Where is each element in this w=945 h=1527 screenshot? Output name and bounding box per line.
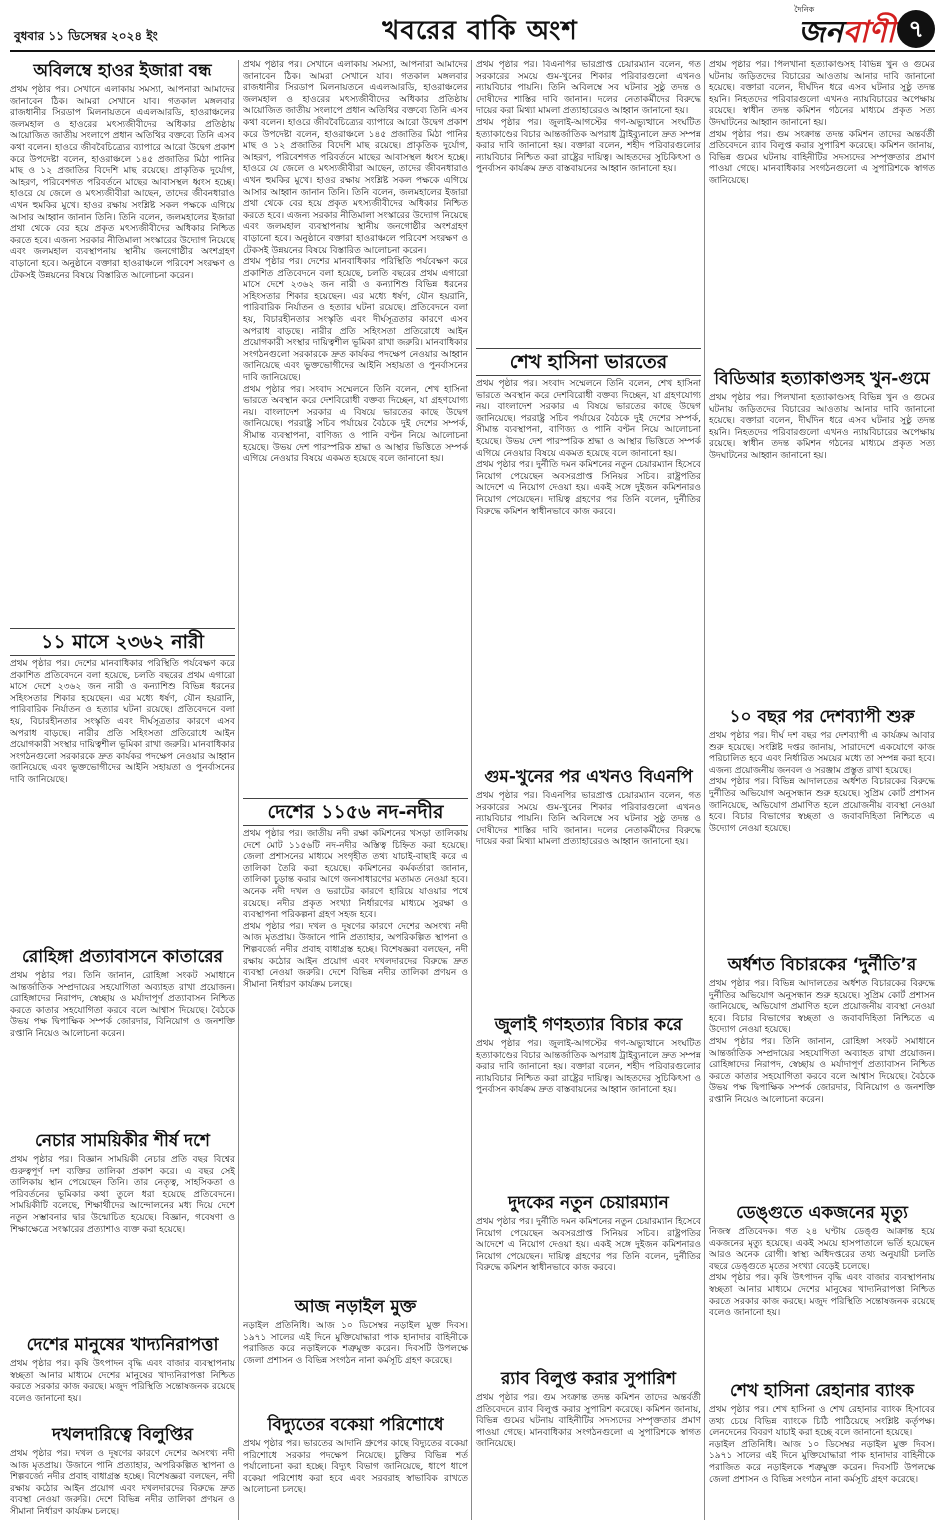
article-headline: জুলাই গণহত্যার বিচার করে: [494, 1015, 683, 1035]
article: [476, 1192, 701, 1360]
article: [709, 954, 935, 1194]
logo-tagline: দৈনিক: [794, 5, 815, 14]
article-headline: বিদ্যুতের বকেয়া পরিশোধে: [267, 1415, 444, 1435]
article-body: প্রথম পৃষ্ঠার পর। দীর্ঘ দশ বছর পর দেশব্যাপী এ কার্যক্রম আবার শুরু হয়েছে। সংশ্লিষ্ট দপ্তর জানায়, সারাদেশে একযোগে কাজ পরিচালিত হবে এবং নির্ধারিত সময়ের মধ্যে তা সম্পন্ন করা হবে। এজন্য প্রয়োজনীয় জনবল ও সরঞ্জাম প্রস্তুত রাখা হয়েছে।: [709, 731, 935, 776]
article-body: প্রথম পৃষ্ঠার পর। সংবাদ সম্মেলনে তিনি বলেন, শেখ হাসিনা ভারতে অবস্থান করে দেশবিরোধী বক্তব্য দিচ্ছেন, যা গ্রহণযোগ্য নয়। বাংলাদেশ সরকার এ বিষয়ে ভারতের কাছে উদ্বেগ জানিয়েছে। পররাষ্ট্র সচিব পর্যায়ের বৈঠকে দুই দেশের সম্পর্ক, সীমান্ত ব্যবস্থাপনা, বাণিজ্য ও পানি বণ্টন নিয়ে আলোচনা হয়েছে। উভয় দেশ পারস্পরিক শ্রদ্ধা ও আস্থার ভিত্তিতে সম্পর্ক এগিয়ে নেওয়ার বিষয়ে একমত হয়েছে বলে জানানো হয়।: [476, 379, 701, 459]
article-headline: গুম-খুনের পর এখনও বিএনপি: [484, 767, 693, 787]
article-body: প্রথম পৃষ্ঠার পর। ভারতের আদানি গ্রুপের কাছে বিদ্যুতের বকেয়া পরিশোধে সরকার পদক্ষেপ নিয়েছে। চুক্তির বিভিন্ন শর্ত পর্যালোচনা করা হচ্ছে। বিদ্যুৎ বিভাগ জানিয়েছে, ধাপে ধাপে বকেয়া পরিশোধ করা হবে এবং সরবরাহ স্বাভাবিক রাখতে আলোচনা চলছে।: [243, 1439, 468, 1496]
article-headline: আজ নড়াইল মুক্ত: [294, 1297, 417, 1317]
article-body-continued: প্রথম পৃষ্ঠার পর। গুম সংক্রান্ত তদন্ত কমিশন তাদের অন্তর্বর্তী প্রতিবেদনে র‌্যাব বিলুপ্ত করার সুপারিশ করেছে। কমিশন জানায়, বিভিন্ন গুমের ঘটনায় বাহিনীটির সদস্যদের সম্পৃক্ততার প্রমাণ পাওয়া গেছে। মানবাধিকার সংগঠনগুলো এ সুপারিশকে স্বাগত জানিয়েছে।: [709, 129, 935, 186]
article-headline: ডেঙ্গুতে একজনের মৃত্যু: [736, 1203, 908, 1223]
article-body: নড়াইল প্রতিনিধি। আজ ১০ ডিসেম্বর নড়াইল মুক্ত দিবস। ১৯৭১ সালের এই দিনে মুক্তিযোদ্ধারা পাক হানাদার বাহিনীকে পরাজিত করে নড়াইলকে শত্রুমুক্ত করেন। দিবসটি উপলক্ষে জেলা প্রশাসন ও বিভিন্ন সংগঠন নানা কর্মসূচি গ্রহণ করেছে।: [243, 1321, 468, 1366]
issue-date: বুধবার ১১ ডিসেম্বর ২০২৪ ইং: [14, 29, 158, 43]
article-body: প্রথম পৃষ্ঠার পর। দেশের মানবাধিকার পরিস্থিতি পর্যবেক্ষণ করে প্রকাশিত প্রতিবেদনে বলা হয়েছে, চলতি বছরের প্রথম এগারো মাসে দেশে ২৩৬২ জন নারী ও কন্যাশিশু বিভিন্ন ধরনের সহিংসতার শিকার হয়েছেন। এর মধ্যে ধর্ষণ, যৌন হয়রানি, পারিবারিক নির্যাতন ও হত্যার ঘটনা রয়েছে। প্রতিবেদনে বলা হয়, বিচারহীনতার সংস্কৃতি এবং দীর্ঘসূত্রতার কারণে এসব অপরাধ বাড়ছে। নারীর প্রতি সহিংসতা প্রতিরোধে আইন প্রয়োগকারী সংস্থার দায়িত্বশীল ভূমিকা রাখা জরুরি। মানবাধিকার সংগঠনগুলো সরকারকে দ্রুত কার্যকর পদক্ষেপ নেওয়ার আহ্বান জানিয়েছে এবং ভুক্তভোগীদের আইনি সহায়তা ও পুনর্বাসনের দাবি জানিয়েছে।: [10, 659, 235, 785]
article-body: প্রথম পৃষ্ঠার পর। পিলখানা হত্যাকাণ্ডসহ বিভিন্ন খুন ও গুমের ঘটনায় জড়িতদের বিচারের আওতায় আনার দাবি জানানো হয়েছে। বক্তারা বলেন, দীর্ঘদিন ধরে এসব ঘটনার সুষ্ঠু তদন্ত হয়নি। নিহতদের পরিবারগুলো এখনও ন্যায়বিচারের অপেক্ষায় রয়েছে। স্বাধীন তদন্ত কমিশন গঠনের মাধ্যমে প্রকৃত সত্য উদঘাটনের আহ্বান জানানো হয়।: [709, 393, 935, 461]
article-headline: অর্ধশত বিচারকের ‘দুর্নীতি’র: [727, 955, 917, 975]
article-headline: দখলদারিত্বে বিলুপ্তির: [52, 1425, 193, 1445]
article-body-continued: প্রথম পৃষ্ঠার পর। দেশের মানবাধিকার পরিস্থিতি পর্যবেক্ষণ করে প্রকাশিত প্রতিবেদনে বলা হয়েছে, চলতি বছরের প্রথম এগারো মাসে দেশে ২৩৬২ জন নারী ও কন্যাশিশু বিভিন্ন ধরনের সহিংসতার শিকার হয়েছেন। এর মধ্যে ধর্ষণ, যৌন হয়রানি, পারিবারিক নির্যাতন ও হত্যার ঘটনা রয়েছে। প্রতিবেদনে বলা হয়, বিচারহীনতার সংস্কৃতি এবং দীর্ঘসূত্রতার কারণে এসব অপরাধ বাড়ছে। নারীর প্রতি সহিংসতা প্রতিরোধে আইন প্রয়োগকারী সংস্থার দায়িত্বশীল ভূমিকা রাখা জরুরি। মানবাধিকার সংগঠনগুলো সরকারকে দ্রুত কার্যকর পদক্ষেপ নেওয়ার আহ্বান জানিয়েছে এবং ভুক্তভোগীদের আইনি সহায়তা ও পুনর্বাসনের দাবি জানিয়েছে।: [243, 257, 468, 384]
article-body: প্রথম পৃষ্ঠার পর। সেখানে এলাকায় সমস্যা, আপনারা আমাদের জানাবেন ঠিক। আমরা সেখানে যাব। গতকাল মঙ্গলবার রাজধানীর সিরডাপ মিলনায়তনে এএলআরডি, হাওরাঞ্চলের জলমহাল ও হাওরের মৎস্যজীবীদের অধিকার প্রতিষ্ঠায় আয়োজিত জাতীয় সংলাপে প্রধান অতিথির বক্তব্যে তিনি এসব কথা বলেন। হাওরে জীববৈচিত্র্যের ব্যাপারে আরো উদ্বেগ প্রকাশ করে উপদেষ্টা বলেন, হাওরাঞ্চলে ১৪৫ প্রজাতির মিঠা পানির মাছ ও ১২ প্রজাতির বিদেশি মাছ রয়েছে। প্রাকৃতিক দুর্যোগ, আহরণ, পরিবেশগত পরিবর্তনে মাছের আবাসস্থল ধ্বংস হচ্ছে। হাওরে যে জেলে ও মৎস্যজীবীরা আছেন, তাদের জীবনধারাও এখন হুমকির মুখে। হাওর রক্ষায় সংশ্লিষ্ট সকল পক্ষকে এগিয়ে আসার আহ্বান জানান তিনি। তিনি বলেন, জলমহালের ইজারা প্রথা থেকে বের হয়ে প্রকৃত মৎস্যজীবীদের অধিকার নিশ্চিত করতে হবে। এজন্য সরকার নীতিমালা সংস্কারের উদ্যোগ নিয়েছে এবং জলমহাল ব্যবস্থাপনায় স্থানীয় জনগোষ্ঠীর অংশগ্রহণ বাড়ানো হবে। অনুষ্ঠানে বক্তারা হাওরাঞ্চলে পরিবেশ সংরক্ষণ ও টেকসই উন্নয়নের বিষয়ে বিস্তারিত আলোচনা করেন।: [10, 85, 235, 281]
article-body: নিজস্ব প্রতিবেদক। গত ২৪ ঘণ্টায় ডেঙ্গু আক্রান্ত হয়ে একজনের মৃত্যু হয়েছে। একই সময়ে হাসপাতালে ভর্তি হয়েছেন আরও অনেক রোগী। স্বাস্থ্য অধিদপ্তরের তথ্য অনুযায়ী চলতি বছরে ডেঙ্গুতে মৃতের সংখ্যা বেড়েই চলেছে।: [709, 1227, 935, 1272]
article-body: প্রথম পৃষ্ঠার পর। পিলখানা হত্যাকাণ্ডসহ বিভিন্ন খুন ও গুমের ঘটনায় জড়িতদের বিচারের আওতায় আনার দাবি জানানো হয়েছে। বক্তারা বলেন, দীর্ঘদিন ধরে এসব ঘটনার সুষ্ঠু তদন্ত হয়নি। নিহতদের পরিবারগুলো এখনও ন্যায়বিচারের অপেক্ষায় রয়েছে। স্বাধীন তদন্ত কমিশন গঠনের মাধ্যমে প্রকৃত সত্য উদঘাটনের আহ্বান জানানো হয়।: [709, 60, 935, 128]
article: [476, 1014, 701, 1184]
newspaper-logo: [794, 5, 895, 59]
article-body-continued: নড়াইল প্রতিনিধি। আজ ১০ ডিসেম্বর নড়াইল মুক্ত দিবস। ১৯৭১ সালের এই দিনে মুক্তিযোদ্ধারা পাক হানাদার বাহিনীকে পরাজিত করে নড়াইলকে শত্রুমুক্ত করেন। দিবসটি উপলক্ষে জেলা প্রশাসন ও বিভিন্ন সংগঠন নানা কর্মসূচি গ্রহণ করেছে।: [709, 1439, 935, 1485]
article-body: প্রথম পৃষ্ঠার পর। বিএনপির ভারপ্রাপ্ত চেয়ারম্যান বলেন, গত সরকারের সময়ে গুম-খুনের শিকার পরিবারগুলো এখনও ন্যায়বিচার পায়নি। তিনি অবিলম্বে সব ঘটনার সুষ্ঠু তদন্ত ও দোষীদের শাস্তির দাবি জানান। দলের নেতাকর্মীদের বিরুদ্ধে দায়ের করা মিথ্যা মামলা প্রত্যাহারেরও আহ্বান জানানো হয়।: [476, 60, 701, 117]
article-headline: দেশের মানুষের খাদ্যনিরাপত্তা: [26, 1335, 219, 1355]
article: [10, 628, 235, 938]
column-divider: [704, 60, 705, 1520]
article-headline: দুদকের নতুন চেয়ারম্যান: [508, 1193, 669, 1213]
article-headline: দেশের ১১৫৬ নদ-নদীর: [243, 798, 468, 826]
article-body: প্রথম পৃষ্ঠার পর। দখল ও দূষণের কারণে দেশের অসংখ্য নদী আজ মৃতপ্রায়। উজানে পানি প্রত্যাহার, অপরিকল্পিত স্থাপনা ও শিল্পবর্জ্যে নদীর প্রবাহ বাধাগ্রস্ত হচ্ছে। বিশেষজ্ঞরা বলছেন, নদী রক্ষায় কঠোর আইন প্রয়োগ এবং দখলদারদের বিরুদ্ধে দ্রুত ব্যবস্থা নেওয়া জরুরি। দেশে বিভিন্ন নদীর তালিকা প্রণয়ন ও সীমানা নির্ধারণ কার্যক্রম চলছে।: [10, 1449, 235, 1517]
article-body-continued: প্রথম পৃষ্ঠার পর। সংবাদ সম্মেলনে তিনি বলেন, শেখ হাসিনা ভারতে অবস্থান করে দেশবিরোধী বক্তব্য দিচ্ছেন, যা গ্রহণযোগ্য নয়। বাংলাদেশ সরকার এ বিষয়ে ভারতের কাছে উদ্বেগ জানিয়েছে। পররাষ্ট্র সচিব পর্যায়ের বৈঠকে দুই দেশের সম্পর্ক, সীমান্ত ব্যবস্থাপনা, বাণিজ্য ও পানি বণ্টন নিয়ে আলোচনা হয়েছে। উভয় দেশ পারস্পরিক শ্রদ্ধা ও আস্থার ভিত্তিতে সম্পর্ক এগিয়ে নেওয়ার বিষয়ে একমত হয়েছে বলে জানানো হয়।: [243, 384, 468, 465]
article: [243, 1414, 468, 1520]
article: [709, 60, 935, 360]
article-body: প্রথম পৃষ্ঠার পর। কৃষি উৎপাদন বৃদ্ধি এবং বাজার ব্যবস্থাপনায় স্বচ্ছতা আনার মাধ্যমে দেশের মানুষের খাদ্যনিরাপত্তা নিশ্চিত করতে সরকার কাজ করছে। মজুদ পরিস্থিতি সন্তোষজনক রয়েছে বলেও জানানো হয়।: [10, 1359, 235, 1404]
article-body-continued: প্রথম পৃষ্ঠার পর। তিনি জানান, রোহিঙ্গা সংকট সমাধানে আন্তর্জাতিক সম্প্রদায়ের সহযোগিতা অব্যাহত রাখা প্রয়োজন। রোহিঙ্গাদের নিরাপদ, স্বেচ্ছায় ও মর্যাদাপূর্ণ প্রত্যাবাসন নিশ্চিত করতে কাতার সহযোগিতা করবে বলে আশ্বাস দিয়েছে। বৈঠকে উভয় পক্ষ দ্বিপাক্ষিক সম্পর্ক জোরদার, বিনিয়োগ ও জনশক্তি রপ্তানি নিয়েও আলোচনা করেন।: [709, 1036, 935, 1105]
article: [243, 798, 468, 1288]
article-body: প্রথম পৃষ্ঠার পর। জাতীয় নদী রক্ষা কমিশনের খসড়া তালিকায় দেশে মোট ১১৫৬টি নদ-নদীর অস্তিত্ব চিহ্নিত করা হয়েছে। জেলা প্রশাসনের মাধ্যমে সংগৃহীত তথ্য যাচাই-বাছাই করে এ তালিকা তৈরি করা হয়েছে। কমিশনের কর্মকর্তারা জানান, তালিকা চূড়ান্ত করার আগে জনসাধারণের মতামত নেওয়া হবে। অনেক নদী দখল ও ভরাটের কারণে হারিয়ে যাওয়ার পথে রয়েছে। নদীর প্রকৃত সংখ্যা নির্ধারণের মাধ্যমে সুরক্ষা ও ব্যবস্থাপনা পরিকল্পনা গ্রহণ সহজ হবে।: [243, 829, 468, 921]
column-divider: [471, 60, 472, 1520]
column-2: [243, 60, 468, 1520]
article-body-continued: প্রথম পৃষ্ঠার পর। বিভিন্ন আদালতের অর্ধশত বিচারকের বিরুদ্ধে দুর্নীতির অভিযোগ অনুসন্ধান শুরু হয়েছে। সুপ্রিম কোর্ট প্রশাসন জানিয়েছে, অভিযোগ প্রমাণিত হলে প্রয়োজনীয় ব্যবস্থা নেওয়া হবে। বিচার বিভাগের স্বচ্ছতা ও জবাবদিহিতা নিশ্চিতে এ উদ্যোগ নেওয়া হয়েছে।: [709, 777, 935, 834]
article: [10, 60, 235, 620]
article-body: প্রথম পৃষ্ঠার পর। বিভিন্ন আদালতের অর্ধশত বিচারকের বিরুদ্ধে দুর্নীতির অভিযোগ অনুসন্ধান শুরু হয়েছে। সুপ্রিম কোর্ট প্রশাসন জানিয়েছে, অভিযোগ প্রমাণিত হলে প্রয়োজনীয় ব্যবস্থা নেওয়া হবে। বিচার বিভাগের স্বচ্ছতা ও জবাবদিহিতা নিশ্চিতে এ উদ্যোগ নেওয়া হয়েছে।: [709, 979, 935, 1036]
article: [709, 368, 935, 698]
article: [476, 1368, 701, 1520]
article-headline: ১১ মাসে ২৩৬২ নারী: [10, 628, 235, 656]
article: [10, 1334, 235, 1416]
article-body-continued: প্রথম পৃষ্ঠার পর। দখল ও দূষণের কারণে দেশের অসংখ্য নদী আজ মৃতপ্রায়। উজানে পানি প্রত্যাহার, অপরিকল্পিত স্থাপনা ও শিল্পবর্জ্যে নদীর প্রবাহ বাধাগ্রস্ত হচ্ছে। বিশেষজ্ঞরা বলছেন, নদী রক্ষায় কঠোর আইন প্রয়োগ এবং দখলদারদের বিরুদ্ধে দ্রুত ব্যবস্থা নেওয়া জরুরি। দেশে বিভিন্ন নদীর তালিকা প্রণয়ন ও সীমানা নির্ধারণ কার্যক্রম চলছে।: [243, 921, 468, 990]
section-title: খবরের বাকি অংশ: [382, 16, 578, 46]
column-3: [476, 60, 701, 1520]
article: [476, 348, 701, 758]
article-headline: শেখ হাসিনা রেহানার ব্যাংক: [730, 1381, 914, 1401]
article-body: প্রথম পৃষ্ঠার পর। বিজ্ঞান সাময়িকী নেচার প্রতি বছর বিশ্বের গুরুত্বপূর্ণ দশ ব্যক্তির তালিকা প্রকাশ করে। এ বছর সেই তালিকায় স্থান পেয়েছেন তিনি। তার নেতৃত্ব, সাহসিকতা ও পরিবর্তনের ভূমিকার কথা তুলে ধরা হয়েছে প্রতিবেদনে। সাময়িকীটি বলেছে, শিক্ষার্থীদের আন্দোলনের মধ্য দিয়ে দেশে নতুন সম্ভাবনার দ্বার উন্মোচিত হয়েছে। বিজ্ঞান, গবেষণা ও শিক্ষাক্ষেত্রে সংস্কারের প্রত্যাশাও ব্যক্ত করা হয়েছে।: [10, 1155, 235, 1235]
article-headline: অবিলম্বে হাওর ইজারা বন্ধ: [33, 61, 212, 81]
column-1: [10, 60, 235, 1520]
article-body: প্রথম পৃষ্ঠার পর। জুলাই-আগস্টের গণ-অভ্যুত্থানে সংঘটিত হত্যাকাণ্ডের বিচার আন্তর্জাতিক অপরাধ ট্রাইব্যুনালে দ্রুত সম্পন্ন করার দাবি জানানো হয়। বক্তারা বলেন, শহীদ পরিবারগুলোর ন্যায়বিচার নিশ্চিত করা রাষ্ট্রের দায়িত্ব। আহতদের সুচিকিৎসা ও পুনর্বাসন কার্যক্রম দ্রুত বাস্তবায়নের আহ্বান জানানো হয়।: [476, 1039, 701, 1096]
article: [10, 946, 235, 1122]
logo-part-1: জন: [798, 15, 843, 50]
article-body: প্রথম পৃষ্ঠার পর। দুর্নীতি দমন কমিশনের নতুন চেয়ারম্যান হিসেবে নিয়োগ পেয়েছেন অবসরপ্রাপ্ত সিনিয়র সচিব। রাষ্ট্রপতির আদেশে এ নিয়োগ দেওয়া হয়। একই সঙ্গে দুইজন কমিশনারও নিয়োগ পেয়েছেন। দায়িত্ব গ্রহণের পর তিনি বলেন, দুর্নীতির বিরুদ্ধে কমিশন স্বাধীনভাবে কাজ করবে।: [476, 1217, 701, 1274]
article-headline: শেখ হাসিনা ভারতের: [476, 348, 701, 376]
article: [709, 706, 935, 946]
article: [243, 1296, 468, 1406]
article: [709, 1202, 935, 1372]
article: [476, 766, 701, 1006]
page-number: ৭: [897, 10, 935, 48]
column-4: [709, 60, 935, 1520]
article: [476, 60, 701, 340]
masthead: [10, 5, 935, 52]
article-body-continued: প্রথম পৃষ্ঠার পর। দুর্নীতি দমন কমিশনের নতুন চেয়ারম্যান হিসেবে নিয়োগ পেয়েছেন অবসরপ্রাপ্ত সিনিয়র সচিব। রাষ্ট্রপতির আদেশে এ নিয়োগ দেওয়া হয়। একই সঙ্গে দুইজন কমিশনারও নিয়োগ পেয়েছেন। দায়িত্ব গ্রহণের পর তিনি বলেন, দুর্নীতির বিরুদ্ধে কমিশন স্বাধীনভাবে কাজ করবে।: [476, 460, 701, 517]
article-body: প্রথম পৃষ্ঠার পর। গুম সংক্রান্ত তদন্ত কমিশন তাদের অন্তর্বর্তী প্রতিবেদনে র‌্যাব বিলুপ্ত করার সুপারিশ করেছে। কমিশন জানায়, বিভিন্ন গুমের ঘটনায় বাহিনীটির সদস্যদের সম্পৃক্ততার প্রমাণ পাওয়া গেছে। মানবাধিকার সংগঠনগুলো এ সুপারিশকে স্বাগত জানিয়েছে।: [476, 1393, 701, 1450]
article-body: প্রথম পৃষ্ঠার পর। শেখ হাসিনা ও শেখ রেহানার ব্যাংক হিসাবের তথ্য চেয়ে বিভিন্ন ব্যাংকে চিঠি পাঠিয়েছে সংশ্লিষ্ট কর্তৃপক্ষ। লেনদেনের বিবরণ যাচাই করা হচ্ছে বলে জানানো হয়েছে।: [709, 1405, 935, 1439]
article: [10, 1424, 235, 1520]
article-headline: নেচার সাময়িকীর শীর্ষ দশে: [35, 1131, 210, 1151]
article-headline: বিডিআর হত্যাকাণ্ডসহ খুন-গুমে: [714, 369, 930, 389]
article-headline: র‌্যাব বিলুপ্ত করার সুপারিশ: [501, 1369, 676, 1389]
article-headline: ১০ বছর পর দেশব্যাপী শুরু: [729, 707, 915, 727]
article-headline: রোহিঙ্গা প্রত্যাবাসনে কাতারের: [22, 947, 223, 967]
article-body-continued: প্রথম পৃষ্ঠার পর। কৃষি উৎপাদন বৃদ্ধি এবং বাজার ব্যবস্থাপনায় স্বচ্ছতা আনার মাধ্যমে দেশের মানুষের খাদ্যনিরাপত্তা নিশ্চিত করতে সরকার কাজ করছে। মজুদ পরিস্থিতি সন্তোষজনক রয়েছে বলেও জানানো হয়।: [709, 1273, 935, 1319]
article: [10, 1130, 235, 1326]
column-divider: [238, 60, 239, 1520]
article-body: প্রথম পৃষ্ঠার পর। সেখানে এলাকায় সমস্যা, আপনারা আমাদের জানাবেন ঠিক। আমরা সেখানে যাব। গতকাল মঙ্গলবার রাজধানীর সিরডাপ মিলনায়তনে এএলআরডি, হাওরাঞ্চলের জলমহাল ও হাওরের মৎস্যজীবীদের অধিকার প্রতিষ্ঠায় আয়োজিত জাতীয় সংলাপে প্রধান অতিথির বক্তব্যে তিনি এসব কথা বলেন। হাওরে জীববৈচিত্র্যের ব্যাপারে আরো উদ্বেগ প্রকাশ করে উপদেষ্টা বলেন, হাওরাঞ্চলে ১৪৫ প্রজাতির মিঠা পানির মাছ ও ১২ প্রজাতির বিদেশি মাছ রয়েছে। প্রাকৃতিক দুর্যোগ, আহরণ, পরিবেশগত পরিবর্তনে মাছের আবাসস্থল ধ্বংস হচ্ছে। হাওরে যে জেলে ও মৎস্যজীবীরা আছেন, তাদের জীবনধারাও এখন হুমকির মুখে। হাওর রক্ষায় সংশ্লিষ্ট সকল পক্ষকে এগিয়ে আসার আহ্বান জানান তিনি। তিনি বলেন, জলমহালের ইজারা প্রথা থেকে বের হয়ে প্রকৃত মৎস্যজীবীদের অধিকার নিশ্চিত করতে হবে। এজন্য সরকার নীতিমালা সংস্কারের উদ্যোগ নিয়েছে এবং জলমহাল ব্যবস্থাপনায় স্থানীয় জনগোষ্ঠীর অংশগ্রহণ বাড়ানো হবে। অনুষ্ঠানে বক্তারা হাওরাঞ্চলে পরিবেশ সংরক্ষণ ও টেকসই উন্নয়নের বিষয়ে বিস্তারিত আলোচনা করেন।: [243, 60, 468, 256]
logo-part-2: বাণী: [842, 15, 895, 50]
article-body: প্রথম পৃষ্ঠার পর। তিনি জানান, রোহিঙ্গা সংকট সমাধানে আন্তর্জাতিক সম্প্রদায়ের সহযোগিতা অব্যাহত রাখা প্রয়োজন। রোহিঙ্গাদের নিরাপদ, স্বেচ্ছায় ও মর্যাদাপূর্ণ প্রত্যাবাসন নিশ্চিত করতে কাতার সহযোগিতা করবে বলে আশ্বাস দিয়েছে। বৈঠকে উভয় পক্ষ দ্বিপাক্ষিক সম্পর্ক জোরদার, বিনিয়োগ ও জনশক্তি রপ্তানি নিয়েও আলোচনা করেন।: [10, 971, 235, 1039]
article-body: প্রথম পৃষ্ঠার পর। বিএনপির ভারপ্রাপ্ত চেয়ারম্যান বলেন, গত সরকারের সময়ে গুম-খুনের শিকার পরিবারগুলো এখনও ন্যায়বিচার পায়নি। তিনি অবিলম্বে সব ঘটনার সুষ্ঠু তদন্ত ও দোষীদের শাস্তির দাবি জানান। দলের নেতাকর্মীদের বিরুদ্ধে দায়ের করা মিথ্যা মামলা প্রত্যাহারেরও আহ্বান জানানো হয়।: [476, 791, 701, 848]
article: [243, 60, 468, 790]
article-body-continued: প্রথম পৃষ্ঠার পর। জুলাই-আগস্টের গণ-অভ্যুত্থানে সংঘটিত হত্যাকাণ্ডের বিচার আন্তর্জাতিক অপরাধ ট্রাইব্যুনালে দ্রুত সম্পন্ন করার দাবি জানানো হয়। বক্তারা বলেন, শহীদ পরিবারগুলোর ন্যায়বিচার নিশ্চিত করা রাষ্ট্রের দায়িত্ব। আহতদের সুচিকিৎসা ও পুনর্বাসন কার্যক্রম দ্রুত বাস্তবায়নের আহ্বান জানানো হয়।: [476, 117, 701, 175]
article: [709, 1380, 935, 1520]
